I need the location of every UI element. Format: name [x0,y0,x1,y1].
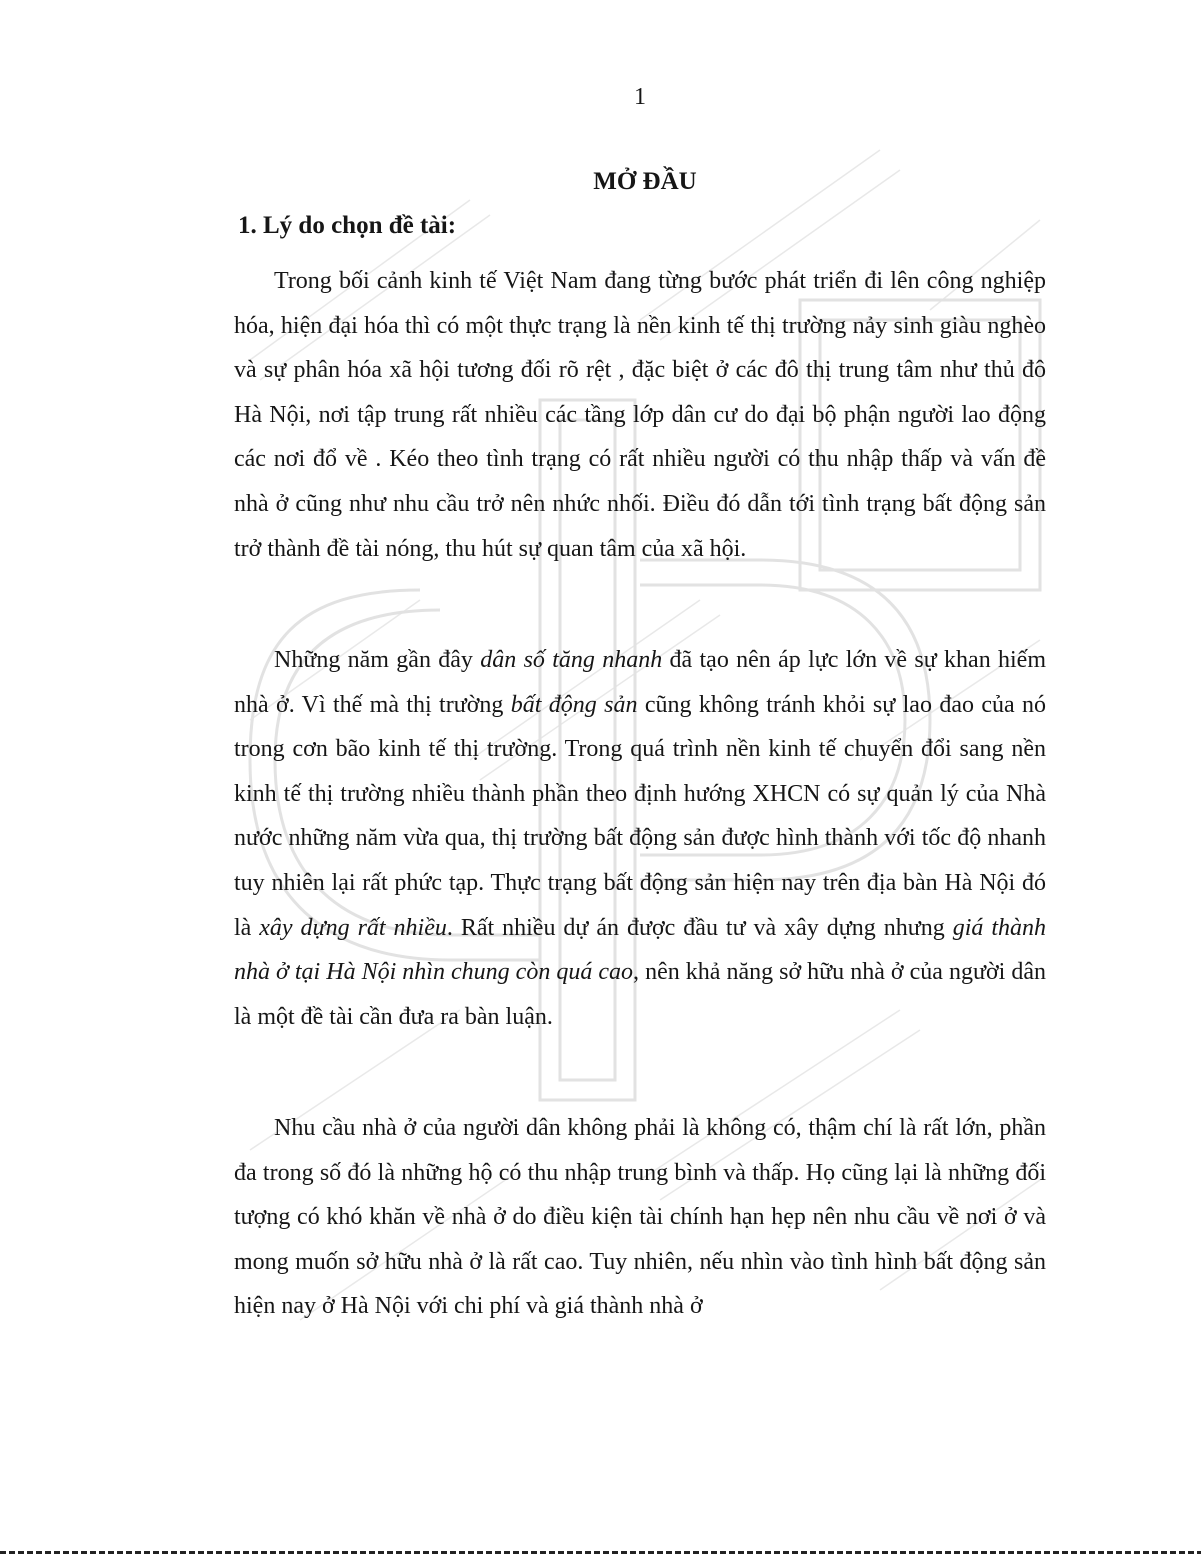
section-heading: 1. Lý do chọn đề tài: [238,212,457,239]
emphasized-text: bất động sản [510,691,638,718]
paragraph-text: . Rất nhiều dự án được đầu tư và xây dựng nhưng [446,914,953,941]
paragraph [234,1106,1046,1329]
paragraph-text: cũng không tránh khỏi sự lao đao của nó trong cơn bão kinh tế thị trường. Trong quá trình nền kinh tế chuyển đổi sang nền kinh tế thị trường nhiều thành phần theo định hướng XHCN có sự quản lý của Nhà nước những năm vừa qua, thị trường bất động sản được hình thành với tốc độ nhanh tuy nhiên lại rất phức tạp. Thực trạng bất động sản hiện nay trên địa bàn Hà Nội đó là [234,691,1046,941]
paragraph [234,259,1046,571]
page-title: MỞ ĐẦU [593,168,697,195]
paragraph-text: Trong bối cảnh kinh tế Việt Nam đang từng bước phát triển đi lên công nghiệp hóa, hiện đại hóa thì có một thực trạng là nền kinh tế thị trường nảy sinh giàu nghèo và sự phân hóa xã hội tương đối rõ rệt , đặc biệt ở các đô thị trung tâm như thủ đô Hà Nội, nơi tập trung rất nhiều các tầng lớp dân cư do đại bộ phận người lao động các nơi đổ về . Kéo theo tình trạng có rất nhiều người có thu nhập thấp và vấn đề nhà ở cũng như nhu cầu trở nên nhức nhối. Điều đó dẫn tới tình trạng bất động sản trở thành đề tài nóng, thu hút sự quan tâm của xã hội. [234,268,1046,562]
paragraph-text: , nên khả năng sở hữu nhà ở của người dân là một đề tài cần đưa ra bàn luận. [234,959,1046,1030]
paragraph-text: Những năm gần đây [274,647,481,673]
emphasized-text: giá thành nhà ở tại Hà Nội nhìn chung còn quá cao [234,914,1046,986]
emphasized-text: xây dựng rất nhiều [259,914,447,941]
paragraph-text: Nhu cầu nhà ở của người dân không phải là không có, thậm chí là rất lớn, phần đa trong số đó là những hộ có thu nhập trung bình và thấp. Họ cũng lại là những đối tượng có khó khăn về nhà ở do điều kiện tài chính hạn hẹp nên nhu cầu về nơi ở và mong muốn sở hữu nhà ở là rất cao. Tuy nhiên, nếu nhìn vào tình hình bất động sản hiện nay ở Hà Nội với chi phí và giá thành nhà ở [234,1115,1046,1320]
paragraph-text: đã tạo nên áp lực lớn về sự khan hiếm nhà ở. Vì thế mà thị trường [234,647,1047,718]
paragraph [234,638,1046,1039]
page-number: 1 [634,84,646,110]
emphasized-text: dân số tăng nhanh [480,647,663,673]
